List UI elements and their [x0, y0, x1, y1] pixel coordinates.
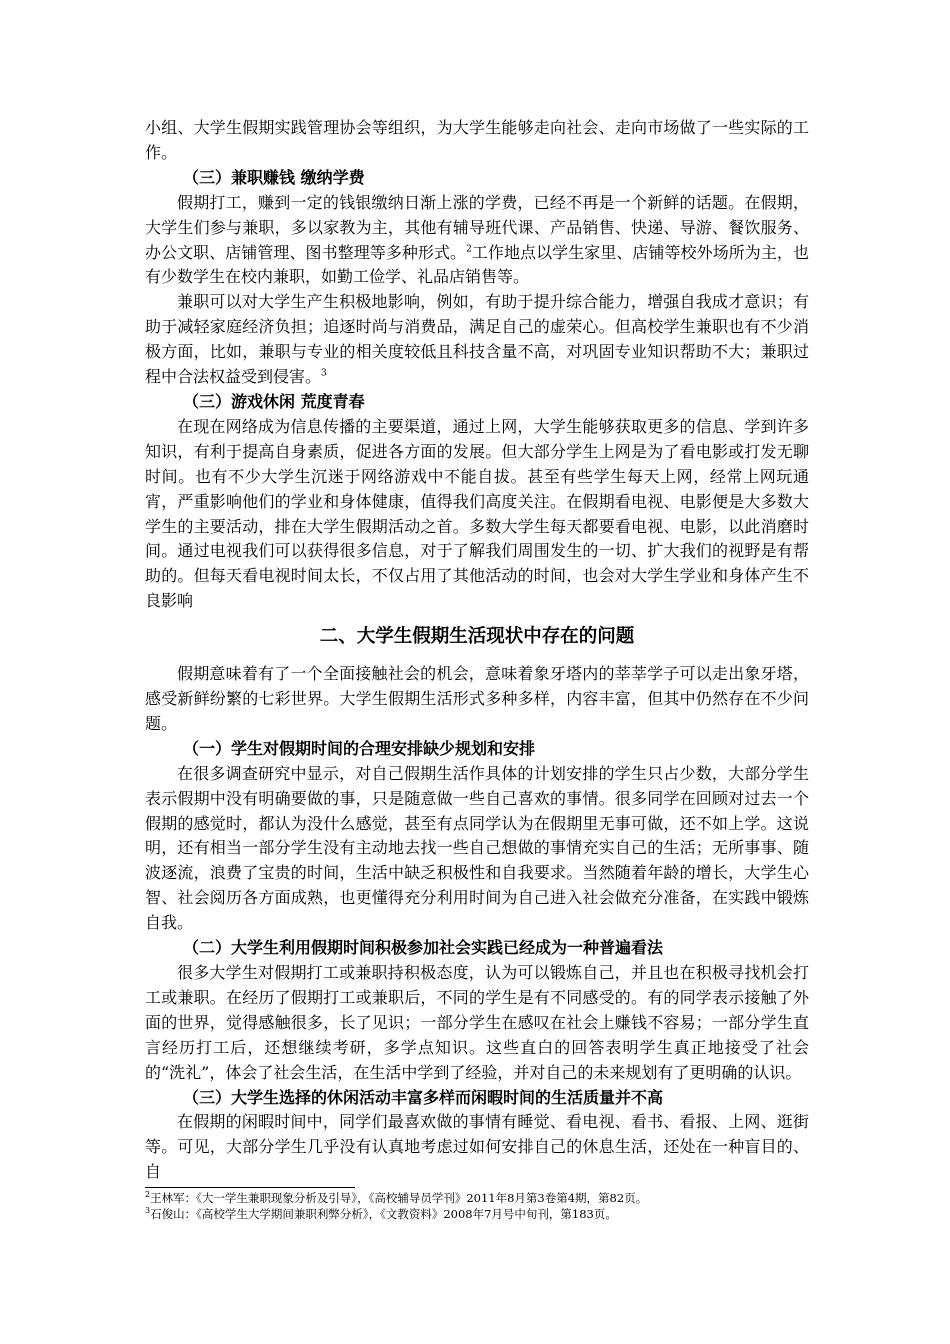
paragraph: 假期意味着有了一个全面接触社会的机会，意味着象牙塔内的莘莘学子可以走出象牙塔，感受新鲜纷繁的七彩世界。大学生假期生活形式多种多样，内容丰富，但其中仍然存在不少问题。: [145, 664, 809, 733]
paragraph: 小组、大学生假期实践管理协会等组织，为大学生能够走向社会、走向市场做了一些实际的工作。: [145, 118, 809, 162]
paragraph: 在假期的闲暇时间中，同学们最喜欢做的事情有睡觉、看电视、看书、看报、上网、逛街等。可见，大部分学生几乎没有认真地考虑过如何安排自己的休息生活，还处在一种盲目的、自: [145, 1112, 809, 1182]
footnote-ref[interactable]: 3: [321, 368, 327, 379]
paragraph: 很多大学生对假期打工或兼职持积极态度，认为可以锻炼自己，并且也在积极寻找机会打工或兼职。在经历了假期打工或兼职后，不同的学生是有不同感受的。有的同学表示接触了外面的世界，觉得感触很多，长了见识；一部分学生在感叹在社会上赚钱不容易；一部分学生直言经历打工后，还想继续考研，多学点知识。这些直白的回答表明学生真正地接受了社会的“洗礼”，体会了社会生活，在生活中学到了经验，并对自己的未来规划有了更明确的认识。: [145, 963, 809, 1082]
footnote-ref[interactable]: 2: [466, 244, 472, 255]
subheading: （三）游戏休闲 荒度青春: [183, 391, 365, 411]
footnote: $^2$王林军：《大一学生兼职现象分析及引导》，《高校辅导员学刊》2011年8月第3卷第4期，第82页。: [145, 1190, 648, 1205]
document-body: [145, 116, 809, 1185]
paragraph: 在现在网络成为信息传播的主要渠道，通过上网，大学生能够获取更多的信息、学到许多知识，有利于提高自身素质，促进各方面的发展。但大部分学生上网是为了看电影或打发无聊时间。也有不少大学生沉迷于网络游戏中不能自拔。甚至有些学生每天上网，经常上网玩通宵，严重影响他们的学业和身体健康，值得我们高度关注。在假期看电视、电影便是大多数大学生的主要活动，排在大学生假期活动之首。多数大学生每天都要看电视、电影，以此消磨时间。通过电视我们可以获得很多信息，对于了解我们周围发生的一切、扩大我们的视野是有帮助的。但每天看电视时间太长，不仅占用了其他活动的时间，也会对大学生学业和身体产生不良影响: [145, 416, 809, 611]
subheading: （三）兼职赚钱 缴纳学费: [183, 167, 365, 187]
subheading: （三）大学生选择的休闲活动丰富多样而闲暇时间的生活质量并不高: [183, 1087, 664, 1107]
footnote: $^3$石俊山：《高校学生大学期间兼职利弊分析》，《文教资料》2008年7月号中旬刊，第183页。: [145, 1206, 617, 1221]
footnote-divider: [145, 1187, 355, 1188]
paragraph: 假期打工，赚到一定的钱银缴纳日渐上涨的学费，已经不再是一个新鲜的话题。在假期，大学生们参与兼职，多以家教为主，其他有辅导班代课、产品销售、快递、导游、餐饮服务、办公文职、店铺管理、图书整理等多种形式。$^2$工作地点以学生家里、店铺等校外场所为主，也有少数学生在校内兼职，如勤工俭学、礼品店销售等。: [145, 192, 809, 287]
subheading: （二）大学生利用假期时间积极参加社会实践已经成为一种普遍看法: [183, 938, 664, 958]
subheading: （一）学生对假期时间的合理安排缺少规划和安排: [183, 738, 536, 758]
footnotes: [145, 1187, 809, 1222]
section-title: 二、大学生假期生活现状中存在的问题: [319, 626, 635, 648]
paragraph: 在很多调查研究中显示，对自己假期生活作具体的计划安排的学生只占少数，大部分学生表示假期中没有明确要做的事，只是随意做一些自己喜欢的事情。很多同学在回顾对过去一个假期的感觉时，都认为没什么感觉，甚至有点同学认为在假期里无事可做，还不如上学。这说明，还有相当一部分学生没有主动地去找一些自己想做的事情充实自己的生活；无所事事、随波逐流，浪费了宝贵的时间，生活中缺乏积极性和自我要求。当然随着年龄的增长，大学生心智、社会阅历各方面成熟，也更懂得充分利用时间为自己进入社会做充分准备，在实践中锻炼自我。: [145, 763, 809, 933]
paragraph: 兼职可以对大学生产生积极地影响，例如，有助于提升综合能力，增强自我成才意识；有助于减轻家庭经济负担；追逐时尚与消费品，满足自己的虚荣心。但高校学生兼职也有不少消极方面，比如，兼职与专业的相关度较低且科技含量不高，对巩固专业知识帮助不大；兼职过程中合法权益受到侵害。$^3$: [145, 292, 809, 387]
